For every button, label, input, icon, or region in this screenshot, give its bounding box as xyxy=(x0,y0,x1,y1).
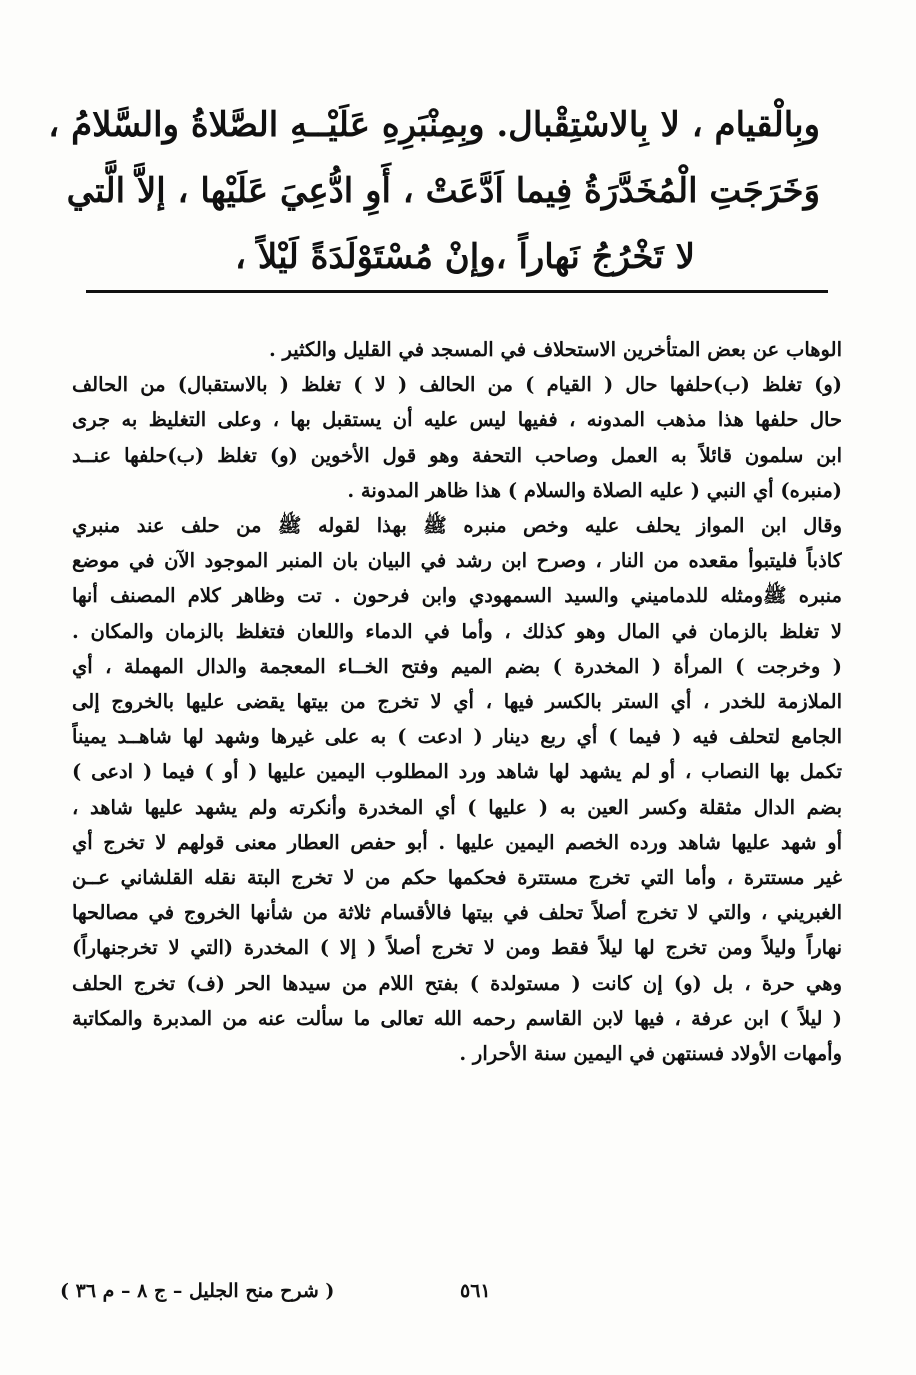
commentary-line: وقال ابن المواز يحلف عليه وخص منبره ﷺ بهذا لقوله ﷺ من حلف عند منبري xyxy=(72,514,842,538)
commentary-line: بضم الدال مثقلة وكسر العين به ( عليها ) أي المخدرة وأنكرته ولم يشهد عليها شاهد ، xyxy=(72,795,842,819)
page-number: ٥٦١ xyxy=(460,1280,491,1302)
commentary-line: كاذباً فليتبوأ مقعده من النار ، وصرح ابن رشد في البيان بان المنبر الموجود الآن في موضع xyxy=(72,549,842,573)
book-signature: ( شرح منح الجليل – ج ٨ – م ٣٦ ) xyxy=(60,1280,335,1302)
commentary-line: ( ليلاً ) ابن عرفة ، فيها لابن القاسم رحمه الله تعالى ما سألت عنه من المدبرة والمكاتبة xyxy=(72,1006,842,1030)
commentary-line: الوهاب عن بعض المتأخرين الاستحلاف في المسجد في القليل والكثير . xyxy=(268,338,842,361)
section-divider xyxy=(86,290,828,293)
matn-line: وَخَرَجَتِ الْمُخَدَّرَةُ فِيما اَدَّعَتْ ، أَوِ ادُّعِيَ عَلَيْها ، إلاَّ الَّتي xyxy=(66,171,820,211)
commentary-line: الملازمة للخدر ، أي الستر بالكسر فيها ، أي لا تخرج من بيتها يقضى عليها بالخروج إلى xyxy=(72,690,842,714)
commentary-line: ابن سلمون قائلاً به العمل وصاحب التحفة وهو قول الأخوين (و) تغلظ (ب)حلفها عنــد xyxy=(72,443,842,467)
commentary-line: وأمهات الأولاد فسنتهن في اليمين سنة الأحرار . xyxy=(459,1042,842,1066)
commentary-line: تكمل بها النصاب ، أو لم يشهد لها شاهد ورد المطلوب اليمين عليها ( أو ) فيما ( ادعى ) xyxy=(72,760,842,784)
commentary-line: لا تغلظ بالزمان في المال وهو كذلك ، وأما في الدماء واللعان فتغلظ بالزمان والمكان . xyxy=(72,619,842,643)
commentary-line: نهاراً وليلاً ومن تخرج لها ليلاً فقط ومن لا تخرج أصلاً ( إلا ) المخدرة (التي لا تخرجنهاراً) xyxy=(72,936,842,960)
commentary-line: منبره ﷺومثله للدماميني والسيد السمهودي وابن فرحون . تت وظاهر كلام المصنف أنها xyxy=(72,584,842,608)
commentary-line: الغبريني ، والتي لا تخرج أصلاً تحلف في بيتها فالأقسام ثلاثة من شأنها الخروج في مصالحها xyxy=(72,901,842,925)
commentary-line: غير مستترة ، وأما التي تخرج مستترة فحكمها حكم من لا تخرج البتة نقله القلشاني عــن xyxy=(72,866,842,890)
matn-line: وبِالْقيام ، لا بِالاسْتِقْبال. وبِمِنْبَرِهِ عَلَيْــهِ الصَّلاةُ والسَّلامُ ، xyxy=(48,105,820,145)
commentary-line: ( وخرجت ) المرأة ( المخدرة ) بضم الميم وفتح الخــاء المعجمة والدال المهملة ، أي xyxy=(72,654,842,678)
commentary-line: (منبره) أي النبي ( عليه الصلاة والسلام ) هذا ظاهر المدونة . xyxy=(347,478,842,502)
commentary-line: أو شهد عليها شاهد ورده الخصم اليمين عليها . أبو حفص العطار معنى قولهم لا تخرج أي xyxy=(72,830,842,854)
page-footer xyxy=(60,1280,840,1316)
commentary-line: وهي حرة ، بل (و) إن كانت ( مستولدة ) بفتح اللام من سيدها الحر (ف) تخرج الحلف xyxy=(72,971,842,995)
matn-text-block xyxy=(48,92,820,290)
commentary-line: حال حلفها هذا مذهب المدونه ، ففيها ليس عليه أن يستقبل بها ، وعلى التغليظ به جرى xyxy=(72,408,842,432)
matn-line: لا تَخْرُجُ نَهاراً ،وإنْ مُسْتَوْلَدَةً لَيْلاً ، xyxy=(235,237,695,277)
commentary-line: الجامع لتحلف فيه ( فيما ) أي ربع دينار ( ادعت ) به على غيرها وشهد لها شاهــد يميناً xyxy=(72,725,842,749)
commentary-line: (و) تغلظ (ب)حلفها حال ( القيام ) من الحالف ( لا ) تغلظ ( بالاستقبال) من الحالف xyxy=(72,373,842,397)
commentary-text-block xyxy=(72,332,842,1071)
